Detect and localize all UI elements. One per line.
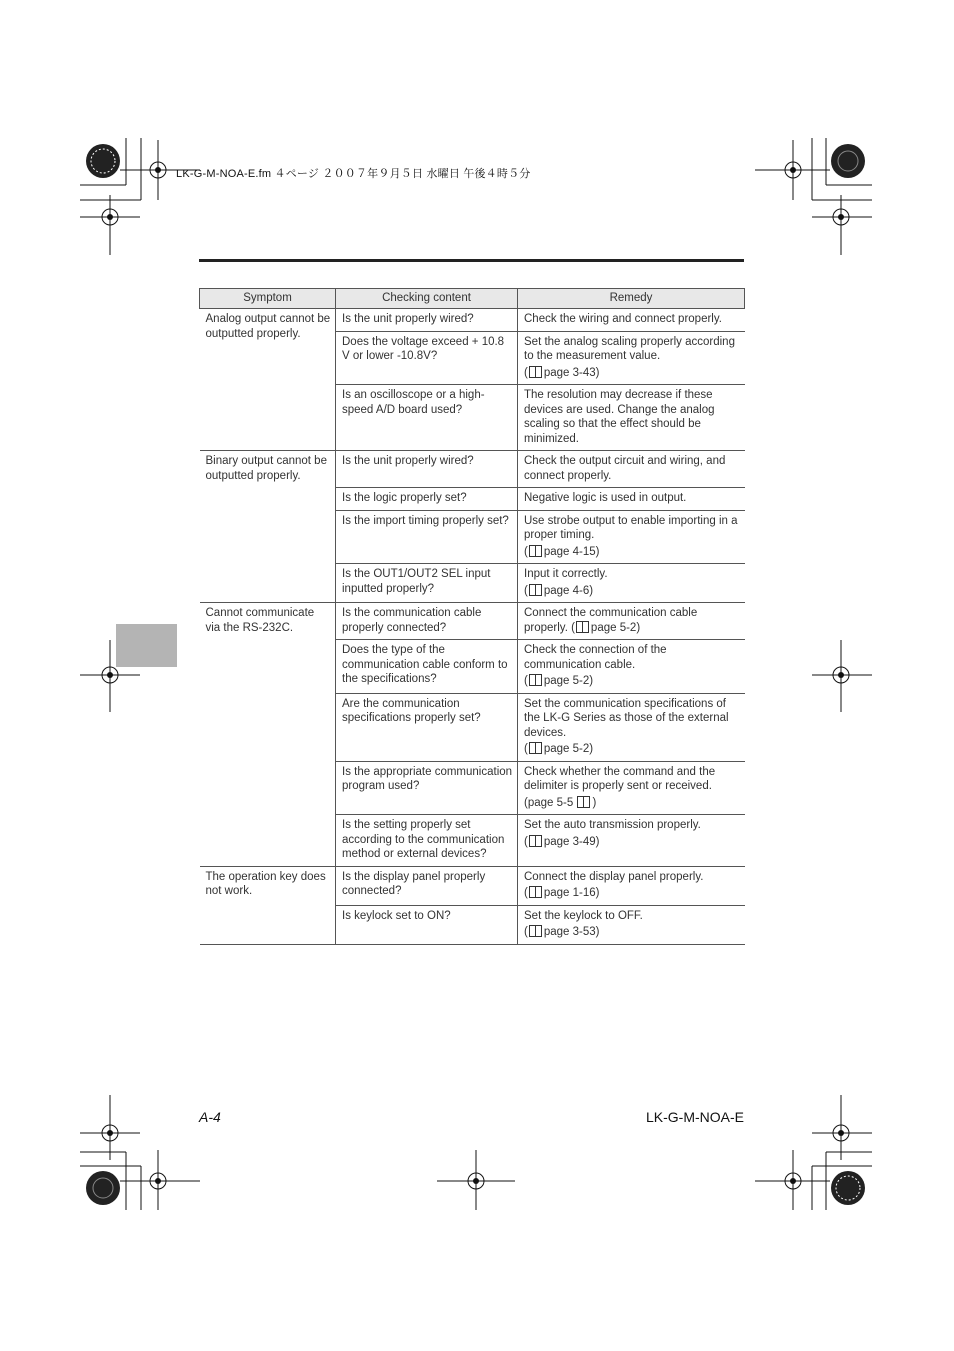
document-code: LK-G-M-NOA-E [646, 1109, 744, 1125]
remedy-text: Use strobe output to enable importing in a proper timing. [524, 514, 738, 541]
page-reference: ( page 4-15) [524, 545, 600, 558]
header-checking-content: Checking content [336, 289, 518, 309]
remedy-text: Connect the display panel properly. [524, 870, 704, 883]
page-reference: page 5-2) [590, 621, 641, 634]
remedy-cell: Check the output circuit and wiring, and connect properly. [518, 451, 745, 488]
remedy-text: Set the auto transmission properly. [524, 819, 701, 831]
remedy-cell: The resolution may decrease if these devices are used. Change the analog scaling so that the effect should be minimized. [518, 385, 745, 451]
book-icon [577, 796, 590, 808]
remedy-text: Connect the communication cable properly. ( [524, 607, 698, 634]
checking-cell: Is the unit properly wired? [336, 309, 518, 332]
book-icon [529, 674, 542, 686]
remedy-cell [518, 815, 745, 867]
book-icon [529, 925, 542, 937]
book-icon [529, 366, 542, 378]
top-rule [199, 259, 744, 262]
page-reference: ( page 5-2) [524, 743, 594, 755]
page-number: A-4 [199, 1109, 221, 1125]
checking-cell: Is the display panel properly connected? [336, 866, 518, 905]
remedy-text: Check whether the command and the delimiter is properly sent or received. [524, 765, 716, 792]
checking-cell: Is the setting properly set according to the communication method or external devices? [336, 815, 518, 867]
remedy-cell [518, 331, 745, 385]
remedy-cell [518, 693, 745, 761]
print-header: LK-G-M-NOA-E.fm ４ページ ２００７年９月５日 水曜日 午後４時５分 [176, 168, 531, 180]
remedy-text: Check the connection of the communication cable. [524, 644, 667, 671]
table-row [200, 309, 745, 332]
page-reference: ( page 5-2) [524, 675, 594, 687]
symptom-cell: Binary output cannot be outputted properly. [200, 451, 336, 603]
remedy-cell [518, 761, 745, 815]
header-symptom: Symptom [200, 289, 336, 309]
page-reference: ( page 4-6) [524, 584, 594, 597]
symptom-cell: The operation key does not work. [200, 866, 336, 944]
checking-cell: Is keylock set to ON? [336, 905, 518, 944]
remedy-text: Set the analog scaling properly according to the measurement value. [524, 335, 735, 362]
checking-cell: Is an oscilloscope or a high-speed A/D board used? [336, 385, 518, 451]
remedy-cell [518, 640, 745, 694]
symptom-cell: Analog output cannot be outputted properly. [200, 309, 336, 451]
remedy-cell: Negative logic is used in output. [518, 488, 745, 511]
checking-cell: Is the communication cable properly connected? [336, 603, 518, 640]
checking-cell: Does the type of the communication cable conform to the specifications? [336, 640, 518, 694]
page-reference: (page 5-5 ) [524, 796, 597, 809]
checking-cell: Is the appropriate communication program used? [336, 761, 518, 815]
header-remedy: Remedy [518, 289, 745, 309]
remedy-cell [518, 510, 745, 564]
remedy-cell [518, 905, 745, 944]
table-row [200, 603, 745, 640]
checking-cell: Is the unit properly wired? [336, 451, 518, 488]
checking-cell: Does the voltage exceed + 10.8 V or lower -10.8V? [336, 331, 518, 385]
table-row [200, 866, 745, 905]
page-reference: ( page 1-16) [524, 887, 600, 899]
table-header-row [200, 289, 745, 309]
checking-cell: Is the import timing properly set? [336, 510, 518, 564]
table-row [200, 451, 745, 488]
remedy-cell [518, 603, 745, 640]
page-reference: ( page 3-49) [524, 835, 600, 848]
troubleshooting-table [199, 288, 745, 945]
book-icon [529, 545, 542, 557]
remedy-cell [518, 866, 745, 905]
page-reference: ( page 3-43) [524, 366, 600, 379]
symptom-cell: Cannot communicate via the RS-232C. [200, 603, 336, 867]
book-icon [529, 835, 542, 847]
book-icon [529, 584, 542, 596]
remedy-text: Set the communication specifications of the LK-G Series as those of the external devices. [524, 697, 729, 739]
section-tab [116, 624, 177, 667]
remedy-cell: Check the wiring and connect properly. [518, 309, 745, 332]
page-reference: ( page 3-53) [524, 926, 600, 938]
remedy-cell [518, 564, 745, 603]
remedy-text: Input it correctly. [524, 568, 608, 580]
book-icon [529, 742, 542, 754]
checking-cell: Is the OUT1/OUT2 SEL input inputted properly? [336, 564, 518, 603]
book-icon [576, 621, 589, 633]
remedy-text: Set the keylock to OFF. [524, 909, 643, 922]
book-icon [529, 886, 542, 898]
checking-cell: Are the communication specifications properly set? [336, 693, 518, 761]
checking-cell: Is the logic properly set? [336, 488, 518, 511]
